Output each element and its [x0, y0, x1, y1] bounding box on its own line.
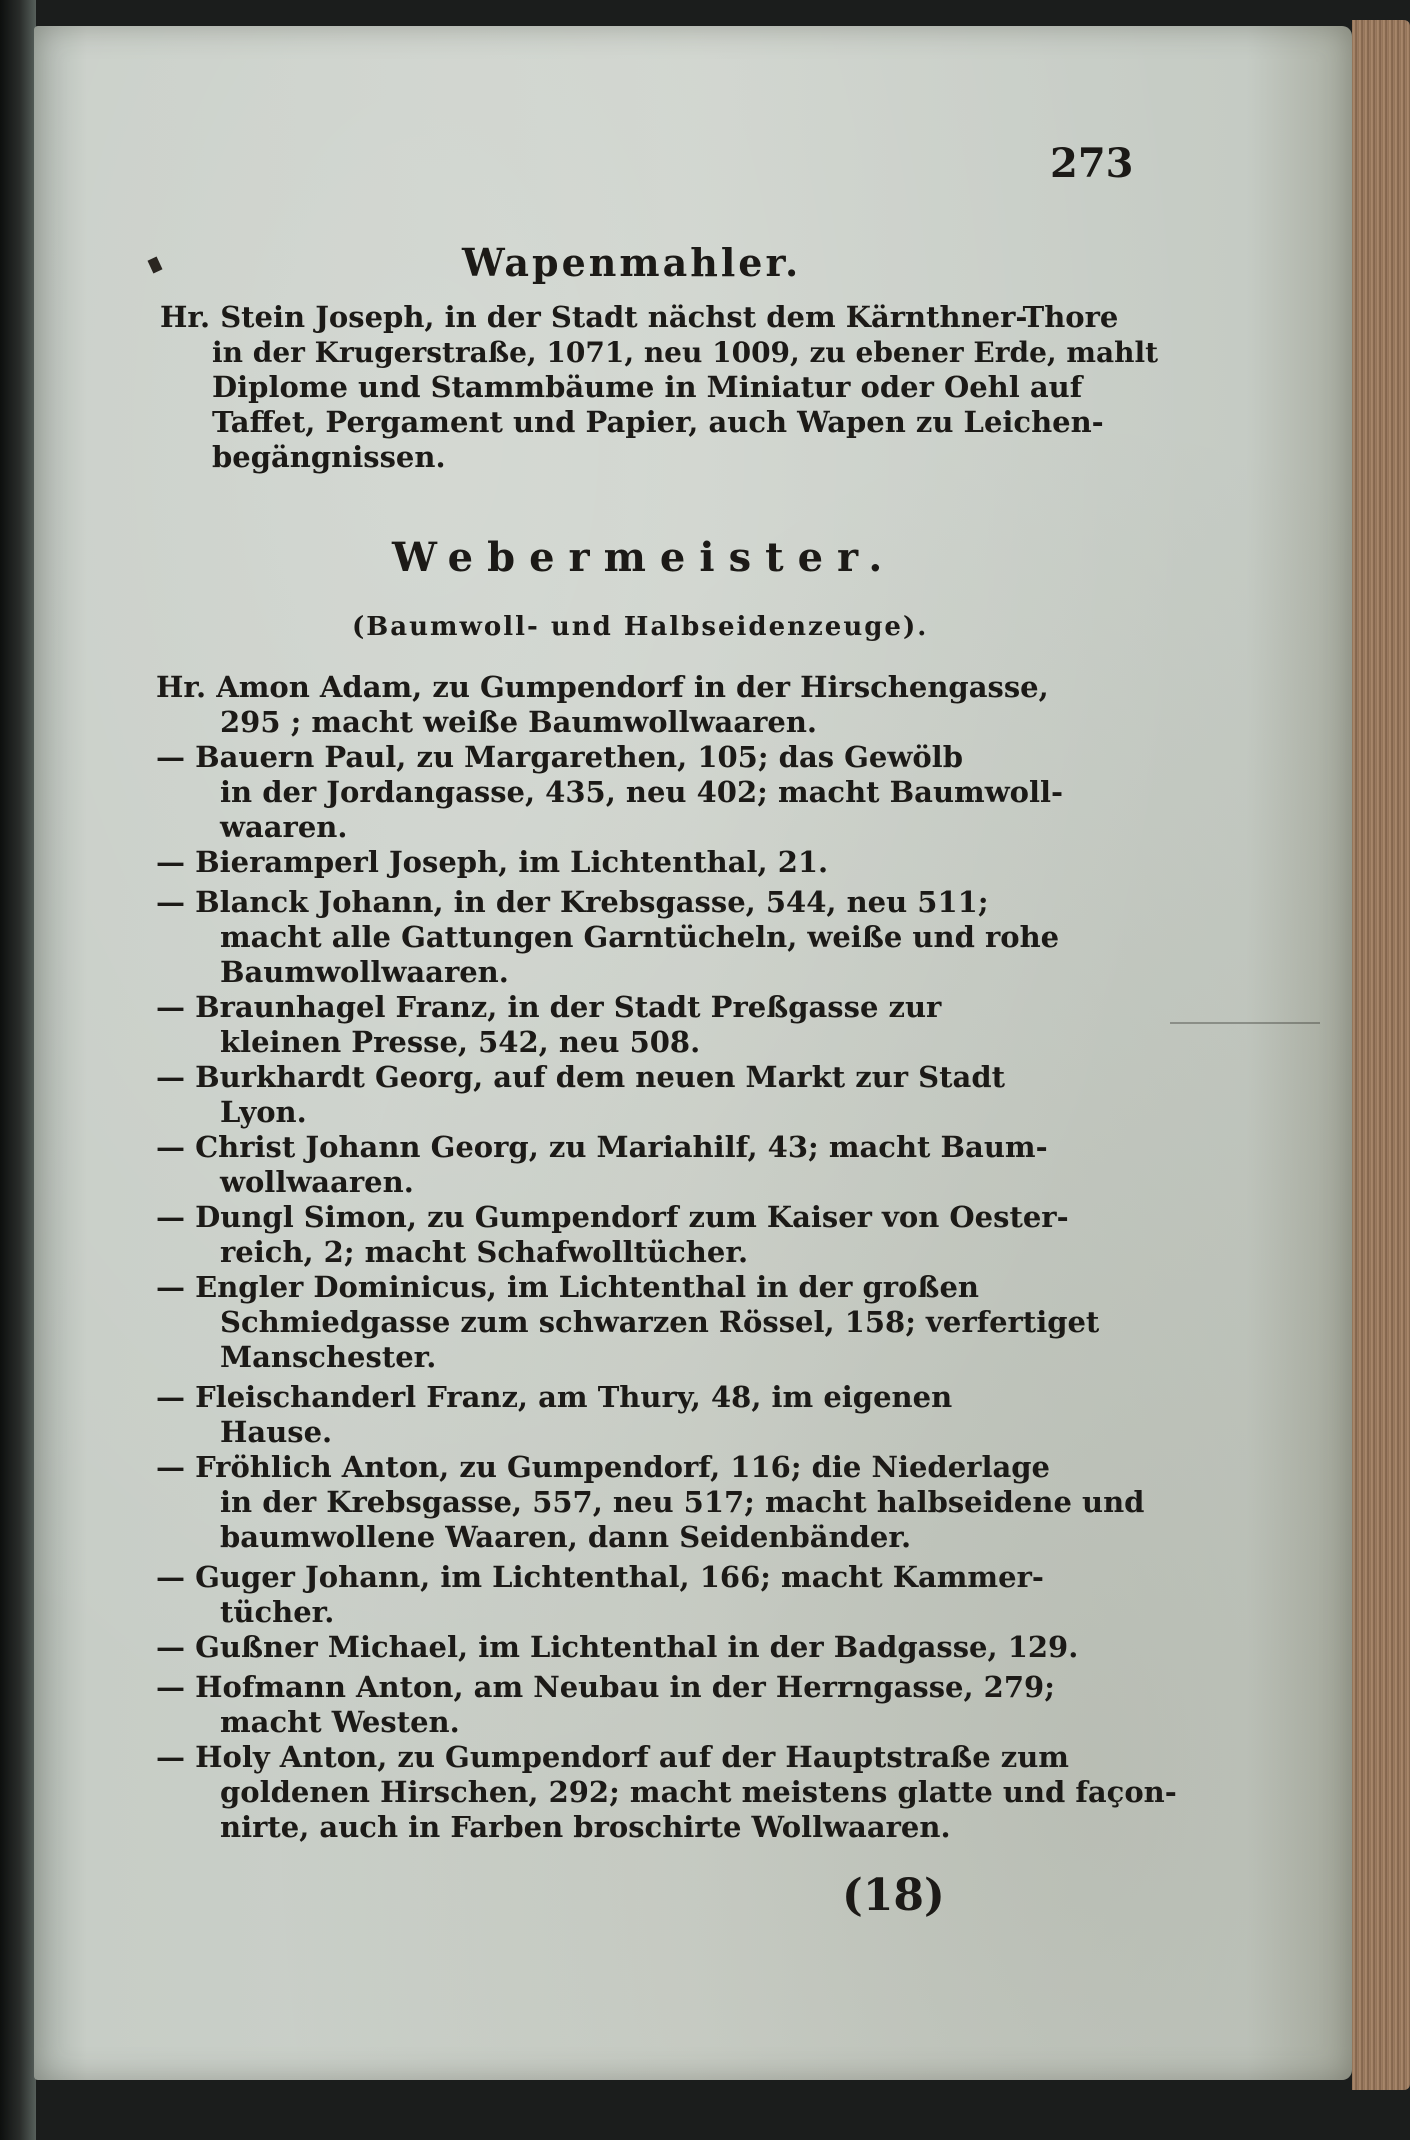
entry-line: — Braunhagel Franz, in der Stadt Preßgasse zur — [156, 990, 942, 1024]
entry-stein — [160, 300, 1160, 475]
entry-line: Manschester. — [220, 1340, 437, 1374]
entry-line: reich, 2; macht Schafwolltücher. — [220, 1235, 749, 1269]
entry-line: macht Westen. — [220, 1705, 460, 1739]
entry-blanck — [156, 885, 1059, 990]
entry-line: — Holy Anton, zu Gumpendorf auf der Hauptstraße zum — [156, 1740, 1069, 1774]
entry-line: Hr. Amon Adam, zu Gumpendorf in der Hirschengasse, — [156, 670, 1049, 704]
stray-rule — [1170, 1022, 1320, 1024]
entry-line: in der Krebsgasse, 557, neu 517; macht halbseidene und — [220, 1485, 1145, 1519]
entry-line: Diplome und Stammbäume in Miniatur oder Oehl auf — [212, 370, 1083, 404]
entry-line: — Blanck Johann, in der Krebsgasse, 544, neu 511; — [156, 885, 989, 919]
entry-line: waaren. — [220, 810, 348, 844]
entry-line: tücher. — [220, 1595, 335, 1629]
entry-christ — [156, 1130, 1048, 1200]
entry-line: kleinen Presse, 542, neu 508. — [220, 1025, 701, 1059]
entry-line: — Bauern Paul, zu Margarethen, 105; das Gewölb — [156, 740, 963, 774]
entry-line: — Gußner Michael, im Lichtenthal in der Badgasse, 129. — [156, 1630, 1079, 1664]
entry-dungl — [156, 1200, 1069, 1270]
entry-hofmann — [156, 1670, 1055, 1740]
page-number: 273 — [1050, 140, 1134, 187]
entry-line: — Hofmann Anton, am Neubau in der Herrngasse, 279; — [156, 1670, 1055, 1704]
entry-line: — Dungl Simon, zu Gumpendorf zum Kaiser von Oester- — [156, 1200, 1069, 1234]
entry-line: Baumwollwaaren. — [220, 955, 509, 989]
entry-line: nirte, auch in Farben broschirte Wollwaaren. — [220, 1810, 951, 1844]
section-subheading: (Baumwoll- und Halbseidenzeuge). — [352, 612, 929, 642]
entry-line: — Fleischanderl Franz, am Thury, 48, im eigenen — [156, 1380, 953, 1414]
entry-line: Hr. Stein Joseph, in der Stadt nächst dem Kärnthner-Thore — [160, 300, 1119, 334]
book-gutter — [0, 0, 36, 2140]
entry-line: — Christ Johann Georg, zu Mariahilf, 43; macht Baum- — [156, 1130, 1048, 1164]
entry-line: goldenen Hirschen, 292; macht meistens glatte und façon- — [220, 1775, 1177, 1809]
entry-bauern — [156, 740, 1063, 845]
entry-line: Hause. — [220, 1415, 333, 1449]
section-heading-webermeister: Webermeister. — [392, 534, 897, 581]
entry-line: macht alle Gattungen Garntücheln, weiße und rohe — [220, 920, 1060, 954]
entry-line: wollwaaren. — [220, 1165, 414, 1199]
entry-line: begängnissen. — [212, 440, 446, 474]
entry-line: — Bieramperl Joseph, im Lichtenthal, 21. — [156, 845, 829, 879]
page-edges — [1352, 20, 1410, 2090]
entry-line: — Burkhardt Georg, auf dem neuen Markt zur Stadt — [156, 1060, 1005, 1094]
entry-line: Schmiedgasse zum schwarzen Rössel, 158; verfertiget — [220, 1305, 1100, 1339]
entry-line: — Guger Johann, im Lichtenthal, 166; macht Kammer- — [156, 1560, 1044, 1594]
entry-line: in der Jordangasse, 435, neu 402; macht Baumwoll- — [220, 775, 1064, 809]
entry-guger — [156, 1560, 1044, 1630]
entry-fleischanderl — [156, 1380, 952, 1450]
entry-line: Taffet, Pergament und Papier, auch Wapen zu Leichen- — [212, 405, 1104, 439]
entry-engler — [156, 1270, 1099, 1375]
entry-line: 295 ; macht weiße Baumwollwaaren. — [220, 705, 818, 739]
entry-braunhagel — [156, 990, 941, 1060]
entry-line: Lyon. — [220, 1095, 307, 1129]
entry-bieramperl — [156, 845, 828, 880]
entry-gussner — [156, 1630, 1078, 1665]
entry-line: in der Krugerstraße, 1071, neu 1009, zu ebener Erde, mahlt — [212, 336, 1159, 369]
section-heading-wapenmahler: Wapenmahler. — [462, 240, 802, 285]
entry-line: — Engler Dominicus, im Lichtenthal in der großen — [156, 1270, 979, 1304]
entry-line: baumwollene Waaren, dann Seidenbänder. — [220, 1520, 912, 1554]
entry-amon — [156, 670, 1049, 740]
entry-burkhardt — [156, 1060, 1005, 1130]
entry-line: — Fröhlich Anton, zu Gumpendorf, 116; die Niederlage — [156, 1450, 1050, 1484]
entry-froehlich — [156, 1450, 1144, 1555]
entry-holy — [156, 1740, 1177, 1845]
signature-mark: (18) — [842, 1870, 945, 1921]
